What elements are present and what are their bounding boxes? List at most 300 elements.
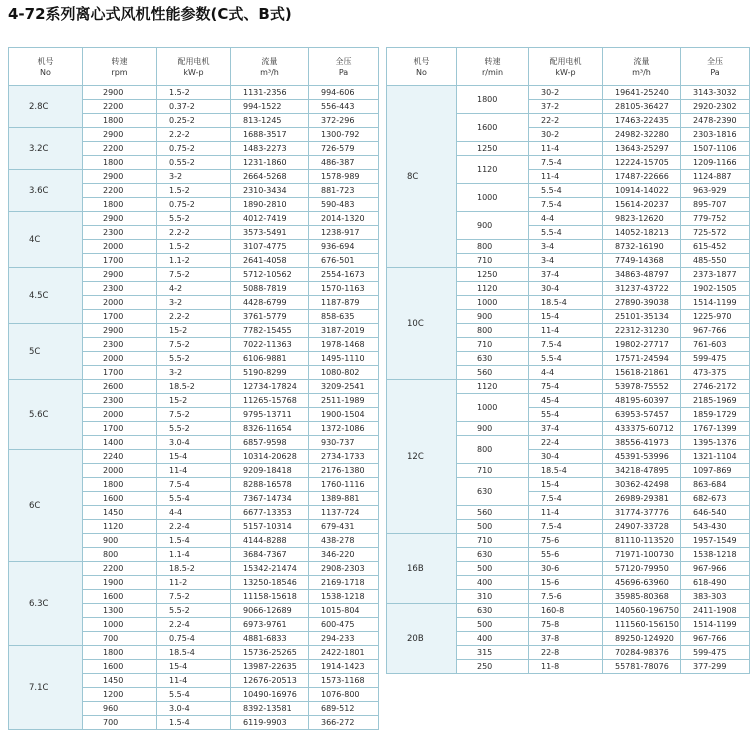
flow-cell: 63953-57457: [603, 408, 681, 422]
table-row: [387, 534, 750, 548]
pressure-cell: 726-579: [309, 142, 379, 156]
pressure-cell: 2303-1816: [681, 128, 750, 142]
speed-cell: 500: [457, 618, 529, 632]
column-header-unit: Pa: [710, 67, 720, 77]
power-cell: 2.2-2: [157, 310, 231, 324]
flow-cell: 34218-47895: [603, 464, 681, 478]
speed-cell: 700: [83, 716, 157, 730]
flow-cell: 45391-53996: [603, 450, 681, 464]
pressure-cell: 1570-1163: [309, 282, 379, 296]
column-header-label: 配用电机: [549, 56, 582, 66]
column-header-label: 流量: [261, 56, 278, 66]
column-header-unit: No: [40, 67, 51, 77]
speed-cell: 2300: [83, 226, 157, 240]
flow-cell: 81110-113520: [603, 534, 681, 548]
pressure-cell: 682-673: [681, 492, 750, 506]
speed-cell: 2600: [83, 380, 157, 394]
pressure-cell: 372-296: [309, 114, 379, 128]
speed-cell: 2000: [83, 408, 157, 422]
power-cell: 5.5-4: [157, 492, 231, 506]
flow-cell: 433375-60712: [603, 422, 681, 436]
pressure-cell: 1080-802: [309, 366, 379, 380]
column-header: [231, 48, 309, 86]
power-cell: 5.5-4: [529, 226, 603, 240]
speed-cell: 1120: [457, 156, 529, 184]
column-header: [603, 48, 681, 86]
speed-cell: 900: [83, 534, 157, 548]
pressure-cell: 1514-1199: [681, 296, 750, 310]
power-cell: 3-2: [157, 170, 231, 184]
flow-cell: 2641-4058: [231, 254, 309, 268]
speed-cell: 2300: [83, 394, 157, 408]
flow-cell: 9066-12689: [231, 604, 309, 618]
pressure-cell: 377-299: [681, 660, 750, 674]
speed-cell: 2900: [83, 212, 157, 226]
pressure-cell: 863-684: [681, 478, 750, 492]
power-cell: 3-4: [529, 240, 603, 254]
power-cell: 3-4: [529, 254, 603, 268]
speed-cell: 1000: [457, 184, 529, 212]
pressure-cell: 599-475: [681, 646, 750, 660]
flow-cell: 10914-14022: [603, 184, 681, 198]
power-cell: 15-4: [529, 310, 603, 324]
power-cell: 22-4: [529, 436, 603, 450]
pressure-cell: 1372-1086: [309, 422, 379, 436]
flow-cell: 111560-156150: [603, 618, 681, 632]
model-cell: 7.1C: [9, 646, 83, 730]
power-cell: 7.5-2: [157, 268, 231, 282]
power-cell: 15-4: [157, 660, 231, 674]
model-cell: 20B: [387, 604, 457, 674]
speed-cell: 1250: [457, 268, 529, 282]
speed-cell: 1300: [83, 604, 157, 618]
flow-cell: 57120-79950: [603, 562, 681, 576]
flow-cell: 140560-196750: [603, 604, 681, 618]
pressure-cell: 1124-887: [681, 170, 750, 184]
pressure-cell: 1137-724: [309, 506, 379, 520]
speed-cell: 2900: [83, 170, 157, 184]
power-cell: 37-2: [529, 100, 603, 114]
pressure-cell: 1902-1505: [681, 282, 750, 296]
right-table-header: [387, 48, 750, 86]
speed-cell: 800: [457, 436, 529, 464]
pressure-cell: 679-431: [309, 520, 379, 534]
column-header: [309, 48, 379, 86]
pressure-cell: 1538-1218: [309, 590, 379, 604]
speed-cell: 1000: [457, 296, 529, 310]
flow-cell: 2664-5268: [231, 170, 309, 184]
speed-cell: 2000: [83, 240, 157, 254]
pressure-cell: 1514-1199: [681, 618, 750, 632]
power-cell: 1.5-2: [157, 86, 231, 100]
speed-cell: 710: [457, 338, 529, 352]
column-header-label: 转速: [484, 56, 501, 66]
flow-cell: 17463-22435: [603, 114, 681, 128]
speed-cell: 630: [457, 352, 529, 366]
flow-cell: 71971-100730: [603, 548, 681, 562]
model-cell: 6C: [9, 450, 83, 562]
table-row: [9, 170, 379, 184]
speed-cell: 1600: [83, 660, 157, 674]
speed-cell: 800: [457, 324, 529, 338]
power-cell: 3-2: [157, 366, 231, 380]
speed-cell: 315: [457, 646, 529, 660]
pressure-cell: 615-452: [681, 240, 750, 254]
power-cell: 11-2: [157, 576, 231, 590]
pressure-cell: 1225-970: [681, 310, 750, 324]
pressure-cell: 1767-1399: [681, 422, 750, 436]
flow-cell: 12676-20513: [231, 674, 309, 688]
speed-cell: 1800: [83, 156, 157, 170]
flow-cell: 55781-78076: [603, 660, 681, 674]
speed-cell: 1200: [83, 688, 157, 702]
model-cell: 5.6C: [9, 380, 83, 450]
model-cell: 10C: [387, 268, 457, 380]
power-cell: 5.5-4: [157, 688, 231, 702]
flow-cell: 4428-6799: [231, 296, 309, 310]
flow-cell: 38556-41973: [603, 436, 681, 450]
pressure-cell: 1389-881: [309, 492, 379, 506]
power-cell: 75-6: [529, 534, 603, 548]
power-cell: 5.5-2: [157, 422, 231, 436]
power-cell: 22-2: [529, 114, 603, 128]
flow-cell: 28105-36427: [603, 100, 681, 114]
pressure-cell: 676-501: [309, 254, 379, 268]
column-header-label: 全压: [707, 56, 723, 66]
flow-cell: 15342-21474: [231, 562, 309, 576]
table-row: [387, 268, 750, 282]
speed-cell: 2900: [83, 324, 157, 338]
power-cell: 30-4: [529, 282, 603, 296]
pressure-cell: 1076-800: [309, 688, 379, 702]
pressure-cell: 2908-2303: [309, 562, 379, 576]
flow-cell: 1688-3517: [231, 128, 309, 142]
column-header-label: 流量: [633, 56, 650, 66]
table-row: [387, 86, 750, 100]
power-cell: 1.1-4: [157, 548, 231, 562]
flow-cell: 13987-22635: [231, 660, 309, 674]
speed-cell: 800: [83, 548, 157, 562]
table-row: [387, 604, 750, 618]
power-cell: 22-8: [529, 646, 603, 660]
pressure-cell: 761-603: [681, 338, 750, 352]
speed-cell: 500: [457, 562, 529, 576]
power-cell: 3.0-4: [157, 436, 231, 450]
column-header: [83, 48, 157, 86]
pressure-cell: 1573-1168: [309, 674, 379, 688]
speed-cell: 630: [457, 478, 529, 506]
flow-cell: 22312-31230: [603, 324, 681, 338]
flow-cell: 8732-16190: [603, 240, 681, 254]
speed-cell: 2900: [83, 128, 157, 142]
pressure-cell: 994-606: [309, 86, 379, 100]
flow-cell: 2310-3434: [231, 184, 309, 198]
power-cell: 55-6: [529, 548, 603, 562]
flow-cell: 1231-1860: [231, 156, 309, 170]
page-title: 4-72系列离心式风机性能参数(C式、B式): [8, 5, 292, 23]
speed-cell: 2900: [83, 86, 157, 100]
speed-cell: 960: [83, 702, 157, 716]
speed-cell: 2000: [83, 296, 157, 310]
pressure-cell: 1238-917: [309, 226, 379, 240]
power-cell: 7.5-2: [157, 338, 231, 352]
power-cell: 7.5-4: [529, 156, 603, 170]
speed-cell: 900: [457, 310, 529, 324]
speed-cell: 900: [457, 422, 529, 436]
speed-cell: 1700: [83, 254, 157, 268]
flow-cell: 17571-24594: [603, 352, 681, 366]
column-header-label: 机号: [413, 56, 430, 66]
flow-cell: 3761-5779: [231, 310, 309, 324]
column-header-unit: rpm: [111, 67, 128, 77]
flow-cell: 813-1245: [231, 114, 309, 128]
flow-cell: 6119-9903: [231, 716, 309, 730]
speed-cell: 560: [457, 506, 529, 520]
pressure-cell: 1321-1104: [681, 450, 750, 464]
power-cell: 30-2: [529, 86, 603, 100]
pressure-cell: 1187-879: [309, 296, 379, 310]
flow-cell: 31237-43722: [603, 282, 681, 296]
flow-cell: 31774-37776: [603, 506, 681, 520]
model-cell: 12C: [387, 380, 457, 534]
power-cell: 3.0-4: [157, 702, 231, 716]
power-cell: 4-4: [157, 506, 231, 520]
flow-cell: 10490-16976: [231, 688, 309, 702]
column-header-unit: kW-p: [555, 67, 576, 77]
speed-cell: 2200: [83, 142, 157, 156]
power-cell: 15-2: [157, 394, 231, 408]
power-cell: 37-8: [529, 632, 603, 646]
power-cell: 0.75-2: [157, 198, 231, 212]
pressure-cell: 2511-1989: [309, 394, 379, 408]
pressure-cell: 1015-804: [309, 604, 379, 618]
column-header: [9, 48, 83, 86]
speed-cell: 2300: [83, 282, 157, 296]
power-cell: 0.55-2: [157, 156, 231, 170]
power-cell: 11-4: [529, 506, 603, 520]
pressure-cell: 590-483: [309, 198, 379, 212]
column-header-label: 配用电机: [177, 56, 210, 66]
power-cell: 0.37-2: [157, 100, 231, 114]
model-cell: 4C: [9, 212, 83, 268]
power-cell: 7.5-4: [157, 478, 231, 492]
pressure-cell: 2411-1908: [681, 604, 750, 618]
flow-cell: 19641-25240: [603, 86, 681, 100]
flow-cell: 24982-32280: [603, 128, 681, 142]
column-header: [457, 48, 529, 86]
speed-cell: 500: [457, 520, 529, 534]
flow-cell: 5190-8299: [231, 366, 309, 380]
power-cell: 4-2: [157, 282, 231, 296]
power-cell: 45-4: [529, 394, 603, 408]
speed-cell: 630: [457, 548, 529, 562]
speed-cell: 400: [457, 576, 529, 590]
power-cell: 0.75-4: [157, 632, 231, 646]
flow-cell: 12224-15705: [603, 156, 681, 170]
left-performance-table: [8, 47, 379, 730]
power-cell: 18.5-4: [157, 646, 231, 660]
power-cell: 2.2-4: [157, 618, 231, 632]
column-header-unit: No: [416, 67, 427, 77]
column-header: [681, 48, 750, 86]
flow-cell: 9795-13711: [231, 408, 309, 422]
power-cell: 0.75-2: [157, 142, 231, 156]
power-cell: 5.5-2: [157, 604, 231, 618]
power-cell: 11-4: [529, 324, 603, 338]
power-cell: 37-4: [529, 268, 603, 282]
flow-cell: 4881-6833: [231, 632, 309, 646]
speed-cell: 1700: [83, 422, 157, 436]
flow-cell: 1483-2273: [231, 142, 309, 156]
flow-cell: 34863-48797: [603, 268, 681, 282]
power-cell: 18.5-2: [157, 562, 231, 576]
flow-cell: 13643-25297: [603, 142, 681, 156]
speed-cell: 700: [83, 632, 157, 646]
pressure-cell: 881-723: [309, 184, 379, 198]
power-cell: 3-2: [157, 296, 231, 310]
power-cell: 7.5-6: [529, 590, 603, 604]
speed-cell: 1120: [457, 380, 529, 394]
flow-cell: 48195-60397: [603, 394, 681, 408]
column-header: [529, 48, 603, 86]
column-header-unit: Pa: [338, 67, 349, 77]
column-header-unit: m³/h: [260, 67, 279, 77]
speed-cell: 1800: [83, 114, 157, 128]
speed-cell: 630: [457, 604, 529, 618]
model-cell: 4.5C: [9, 268, 83, 324]
flow-cell: 9823-12620: [603, 212, 681, 226]
column-header-label: 全压: [335, 56, 352, 66]
power-cell: 11-8: [529, 660, 603, 674]
pressure-cell: 2746-2172: [681, 380, 750, 394]
power-cell: 5.5-2: [157, 352, 231, 366]
flow-cell: 6106-9881: [231, 352, 309, 366]
power-cell: 7.5-2: [157, 590, 231, 604]
power-cell: 5.5-4: [529, 352, 603, 366]
pressure-cell: 1538-1218: [681, 548, 750, 562]
flow-cell: 26989-29381: [603, 492, 681, 506]
pressure-cell: 599-475: [681, 352, 750, 366]
speed-cell: 2000: [83, 352, 157, 366]
pressure-cell: 3209-2541: [309, 380, 379, 394]
flow-cell: 3573-5491: [231, 226, 309, 240]
pressure-cell: 858-635: [309, 310, 379, 324]
pressure-cell: 936-694: [309, 240, 379, 254]
flow-cell: 5712-10562: [231, 268, 309, 282]
speed-cell: 1800: [457, 86, 529, 114]
flow-cell: 17487-22666: [603, 170, 681, 184]
table-row: [9, 646, 379, 660]
flow-cell: 11265-15768: [231, 394, 309, 408]
power-cell: 1.5-4: [157, 534, 231, 548]
power-cell: 18.5-4: [529, 296, 603, 310]
flow-cell: 5088-7819: [231, 282, 309, 296]
table-row: [9, 128, 379, 142]
power-cell: 15-4: [529, 478, 603, 492]
flow-cell: 89250-124920: [603, 632, 681, 646]
flow-cell: 3684-7367: [231, 548, 309, 562]
flow-cell: 30362-42498: [603, 478, 681, 492]
flow-cell: 10314-20628: [231, 450, 309, 464]
flow-cell: 19802-27717: [603, 338, 681, 352]
power-cell: 75-4: [529, 380, 603, 394]
model-cell: 5C: [9, 324, 83, 380]
flow-cell: 5157-10314: [231, 520, 309, 534]
pressure-cell: 473-375: [681, 366, 750, 380]
flow-cell: 45696-63960: [603, 576, 681, 590]
power-cell: 15-4: [157, 450, 231, 464]
power-cell: 0.25-2: [157, 114, 231, 128]
power-cell: 5.5-4: [529, 184, 603, 198]
speed-cell: 1000: [83, 618, 157, 632]
speed-cell: 800: [457, 240, 529, 254]
pressure-cell: 1395-1376: [681, 436, 750, 450]
pressure-cell: 779-752: [681, 212, 750, 226]
pressure-cell: 2373-1877: [681, 268, 750, 282]
flow-cell: 27890-39038: [603, 296, 681, 310]
power-cell: 160-8: [529, 604, 603, 618]
flow-cell: 8326-11654: [231, 422, 309, 436]
pressure-cell: 2169-1718: [309, 576, 379, 590]
speed-cell: 250: [457, 660, 529, 674]
flow-cell: 12734-17824: [231, 380, 309, 394]
pressure-cell: 2422-1801: [309, 646, 379, 660]
pressure-cell: 1900-1504: [309, 408, 379, 422]
pressure-cell: 2014-1320: [309, 212, 379, 226]
pressure-cell: 3187-2019: [309, 324, 379, 338]
column-header-unit: m³/h: [632, 67, 651, 77]
flow-cell: 15736-25265: [231, 646, 309, 660]
power-cell: 11-4: [157, 674, 231, 688]
power-cell: 2.2-2: [157, 128, 231, 142]
power-cell: 7.5-4: [529, 338, 603, 352]
table-row: [9, 268, 379, 282]
flow-cell: 14052-18213: [603, 226, 681, 240]
speed-cell: 1700: [83, 310, 157, 324]
speed-cell: 2900: [83, 268, 157, 282]
pressure-cell: 485-550: [681, 254, 750, 268]
speed-cell: 1250: [457, 142, 529, 156]
power-cell: 4-4: [529, 366, 603, 380]
power-cell: 1.5-2: [157, 184, 231, 198]
pressure-cell: 3143-3032: [681, 86, 750, 100]
flow-cell: 11158-15618: [231, 590, 309, 604]
power-cell: 15-2: [157, 324, 231, 338]
flow-cell: 6973-9761: [231, 618, 309, 632]
power-cell: 1.5-4: [157, 716, 231, 730]
flow-cell: 15618-21861: [603, 366, 681, 380]
speed-cell: 1900: [83, 576, 157, 590]
column-header-label: 机号: [37, 56, 54, 66]
pressure-cell: 543-430: [681, 520, 750, 534]
flow-cell: 70284-98376: [603, 646, 681, 660]
pressure-cell: 1859-1729: [681, 408, 750, 422]
speed-cell: 1450: [83, 674, 157, 688]
pressure-cell: 2185-1969: [681, 394, 750, 408]
power-cell: 30-6: [529, 562, 603, 576]
flow-cell: 7749-14368: [603, 254, 681, 268]
speed-cell: 1800: [83, 646, 157, 660]
right-table-body: [387, 86, 750, 674]
speed-cell: 1450: [83, 506, 157, 520]
speed-cell: 2240: [83, 450, 157, 464]
left-table-body: [9, 86, 379, 730]
flow-cell: 8392-13581: [231, 702, 309, 716]
pressure-cell: 895-707: [681, 198, 750, 212]
pressure-cell: 2176-1380: [309, 464, 379, 478]
pressure-cell: 600-475: [309, 618, 379, 632]
speed-cell: 1120: [83, 520, 157, 534]
